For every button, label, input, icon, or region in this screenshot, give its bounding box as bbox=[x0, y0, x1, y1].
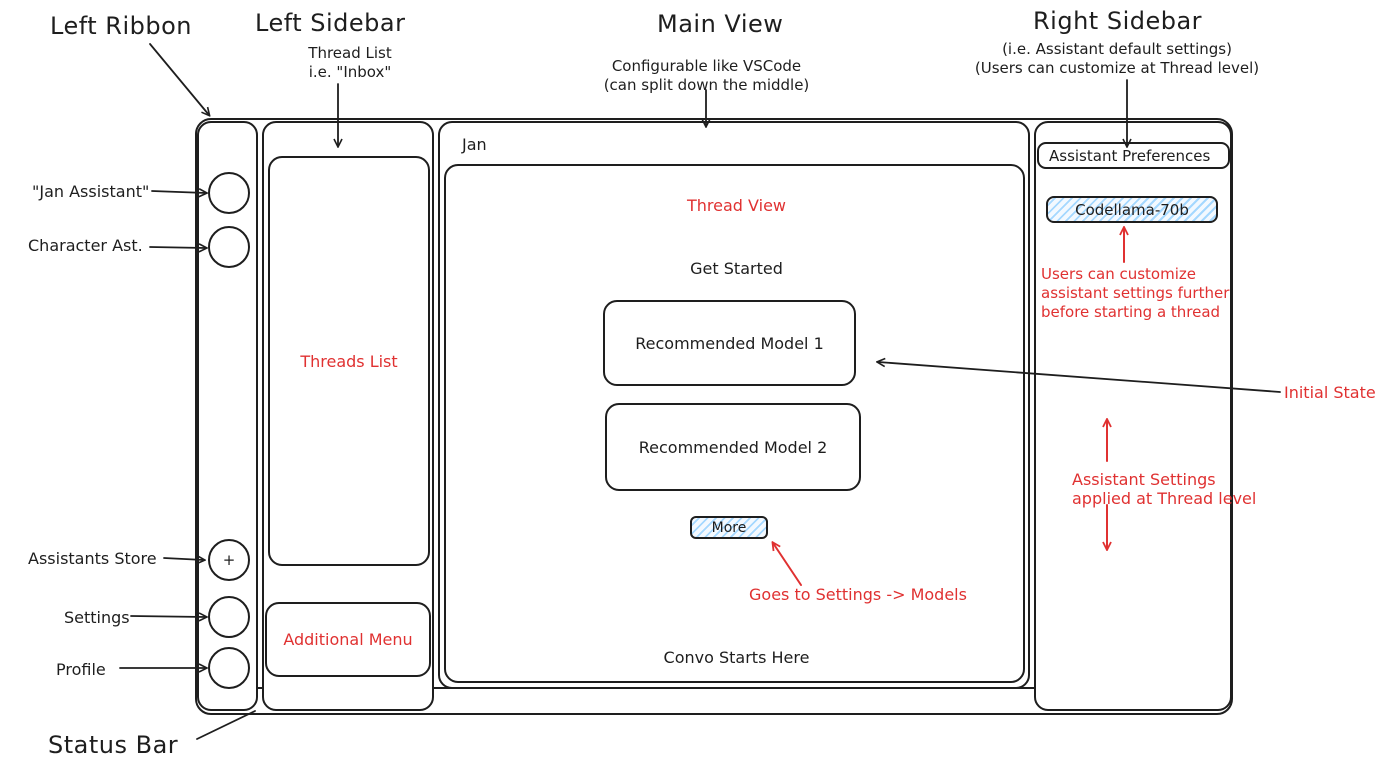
annotation-main-view-note-line1: Configurable like VSCode bbox=[611, 57, 802, 75]
recommended-model-2-card[interactable] bbox=[605, 403, 861, 491]
annotation-character-ast: Character Ast. bbox=[28, 236, 143, 255]
codellama-chip[interactable] bbox=[1046, 196, 1218, 223]
annotation-main-view: Main View bbox=[657, 10, 784, 38]
assistants-store-button[interactable] bbox=[208, 539, 250, 581]
get-started-label: Get Started bbox=[690, 259, 783, 278]
more-button-label: More bbox=[711, 519, 747, 536]
annotation-jan-assistant: "Jan Assistant" bbox=[32, 182, 150, 201]
annotation-right-sidebar: Right Sidebar bbox=[1033, 7, 1203, 35]
profile-button[interactable] bbox=[208, 647, 250, 689]
additional-menu[interactable] bbox=[265, 602, 431, 677]
thread-level-settings-note-line2: applied at Thread level bbox=[1072, 489, 1257, 508]
customize-note bbox=[1041, 265, 1229, 322]
arrow-left-ribbon bbox=[150, 44, 209, 115]
threads-list[interactable] bbox=[268, 156, 430, 566]
main-view-title: Jan bbox=[462, 135, 487, 154]
annotation-thread-list-note-line1: Thread List bbox=[308, 44, 392, 62]
recommended-model-1-card[interactable] bbox=[603, 300, 856, 386]
recommended-model-2-label: Recommended Model 2 bbox=[638, 437, 828, 457]
thread-view-label: Thread View bbox=[687, 196, 786, 215]
main-view bbox=[438, 121, 1030, 689]
additional-menu-label: Additional Menu bbox=[283, 630, 413, 649]
threads-list-label: Threads List bbox=[300, 351, 398, 371]
more-button[interactable] bbox=[690, 516, 768, 539]
recommended-model-1-label: Recommended Model 1 bbox=[635, 333, 824, 353]
thread-level-settings-note-line1: Assistant Settings bbox=[1072, 470, 1216, 489]
arrow-status-bar bbox=[197, 711, 255, 739]
thread-view bbox=[444, 164, 1025, 683]
thread-level-settings-note bbox=[1072, 470, 1256, 508]
annotation-right-sidebar-note bbox=[952, 40, 1282, 78]
left-ribbon bbox=[197, 121, 258, 711]
customize-note-line1: Users can customize bbox=[1041, 265, 1196, 283]
plus-icon: + bbox=[222, 551, 236, 569]
annotation-initial-state: Initial State bbox=[1284, 383, 1376, 402]
character-assistant-avatar[interactable] bbox=[208, 226, 250, 268]
convo-starts-here-label: Convo Starts Here bbox=[663, 648, 810, 667]
annotation-left-sidebar: Left Sidebar bbox=[255, 9, 406, 37]
annotation-left-ribbon: Left Ribbon bbox=[50, 12, 192, 40]
codellama-chip-label: Codellama-70b bbox=[1075, 200, 1189, 219]
annotation-assistants-store: Assistants Store bbox=[28, 549, 157, 568]
annotation-settings: Settings bbox=[64, 608, 130, 627]
assistant-preferences-label: Assistant Preferences bbox=[1049, 146, 1211, 165]
annotation-main-view-note-line2: (can split down the middle) bbox=[603, 76, 810, 94]
annotation-profile: Profile bbox=[56, 660, 106, 679]
right-sidebar bbox=[1034, 121, 1257, 711]
annotation-thread-list-note bbox=[285, 44, 415, 82]
goes-to-settings-note: Goes to Settings -> Models bbox=[749, 585, 967, 604]
left-sidebar bbox=[262, 121, 434, 711]
customize-note-line2: assistant settings further bbox=[1041, 284, 1230, 302]
annotation-status-bar: Status Bar bbox=[48, 731, 179, 759]
annotation-thread-list-note-line2: i.e. "Inbox" bbox=[308, 63, 392, 81]
annotation-main-view-note bbox=[594, 57, 819, 95]
assistant-preferences-header bbox=[1037, 142, 1230, 169]
annotation-right-sidebar-note-line2: (Users can customize at Thread level) bbox=[974, 59, 1260, 77]
annotation-right-sidebar-note-line1: (i.e. Assistant default settings) bbox=[1002, 40, 1232, 58]
customize-note-line3: before starting a thread bbox=[1041, 303, 1221, 321]
jan-assistant-avatar[interactable] bbox=[208, 172, 250, 214]
settings-button[interactable] bbox=[208, 596, 250, 638]
